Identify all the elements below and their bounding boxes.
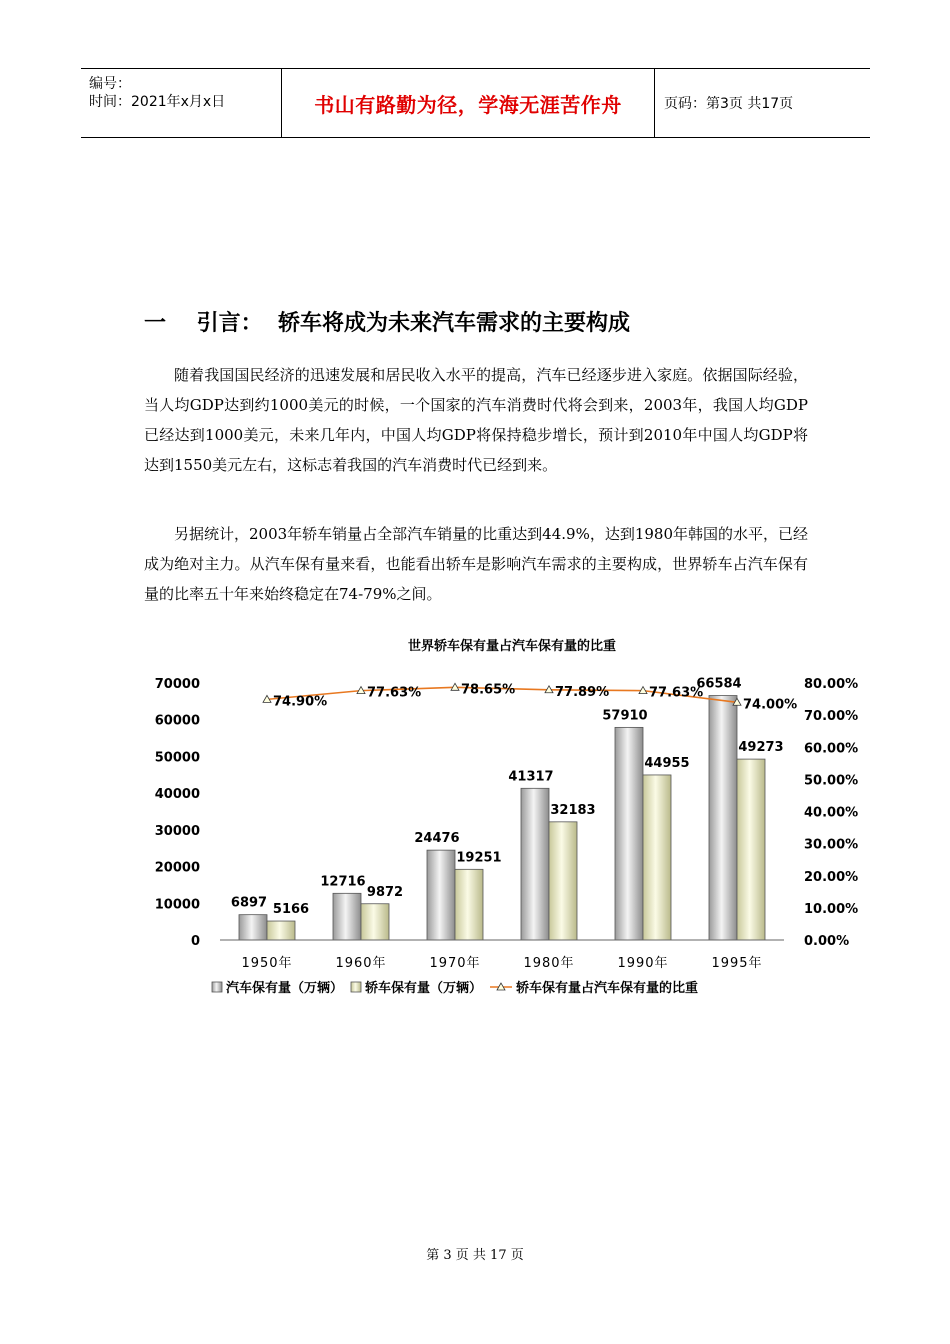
- bar-value-label: 6897: [230, 895, 268, 911]
- y2-tick-label: 60.00%: [804, 741, 859, 757]
- bar: [709, 696, 737, 940]
- bar-value-label: 24476: [414, 831, 460, 847]
- y-tick-label: 60000: [154, 713, 200, 729]
- y-tick-label: 40000: [154, 787, 200, 803]
- ratio-value-label: 77.63%: [649, 685, 704, 701]
- bar-value-label: 19251: [456, 850, 502, 866]
- y2-tick-label: 10.00%: [804, 901, 859, 917]
- y-tick-label: 20000: [154, 860, 200, 876]
- bar-value-label: 57910: [602, 708, 648, 724]
- y2-tick-label: 70.00%: [804, 709, 859, 725]
- bar: [267, 921, 295, 940]
- ratio-value-label: 77.89%: [555, 684, 610, 700]
- bar-value-label: 12716: [320, 874, 366, 890]
- ratio-value-label: 74.00%: [743, 697, 798, 713]
- bar-value-label: 32183: [550, 802, 596, 818]
- page-footer: 第 3 页 共 17 页: [426, 1248, 524, 1263]
- y2-tick-label: 80.00%: [804, 677, 859, 692]
- header-page-info: 页码：第3页 共17页: [664, 96, 794, 112]
- bar: [239, 915, 267, 940]
- x-tick-label: 1990年: [617, 956, 669, 971]
- y-tick-label: 50000: [154, 750, 200, 766]
- bar: [643, 775, 671, 940]
- legend-swatch: [212, 982, 222, 992]
- bar-value-label: 5166: [272, 902, 310, 918]
- x-tick-label: 1950年: [241, 956, 293, 971]
- bar: [737, 759, 765, 940]
- bar: [455, 869, 483, 940]
- number-label: 编号：: [89, 76, 131, 92]
- chart-title: 世界轿车保有量占汽车保有量的比重: [407, 639, 617, 654]
- bar: [615, 727, 643, 940]
- ratio-value-label: 74.90%: [273, 694, 328, 710]
- header-table: [81, 68, 870, 138]
- time-label: 时间：2021年x月x日: [89, 94, 226, 110]
- y2-tick-label: 40.00%: [804, 805, 859, 821]
- header-meta-cell: [81, 69, 281, 137]
- bar: [333, 893, 361, 940]
- y-tick-label: 0: [190, 934, 200, 949]
- bar: [521, 788, 549, 940]
- ratio-value-label: 78.65%: [461, 682, 516, 698]
- y2-tick-label: 20.00%: [804, 869, 859, 885]
- bar: [361, 904, 389, 940]
- bar-value-label: 41317: [508, 769, 554, 785]
- legend-label: 汽车保有量（万辆）: [226, 981, 344, 996]
- y-tick-label: 70000: [154, 677, 200, 692]
- bar-value-label: 9872: [366, 884, 404, 900]
- x-tick-label: 1960年: [335, 956, 387, 971]
- x-tick-label: 1980年: [523, 956, 575, 971]
- y2-tick-label: 0.00%: [804, 934, 850, 949]
- y-tick-label: 10000: [154, 897, 200, 913]
- legend-swatch: [351, 982, 361, 992]
- ratio-value-label: 77.63%: [367, 685, 422, 701]
- y2-tick-label: 50.00%: [804, 773, 859, 789]
- legend-label: 轿车保有量（万辆）: [365, 981, 483, 996]
- bar-value-label: 66584: [696, 676, 742, 692]
- paragraph-1: 随着我国国民经济的迅速发展和居民收入水平的提高，汽车已经逐步进入家庭。依据国际经验，当人均GDP达到约1000美元的时候，一个国家的汽车消费时代将会到来，2003年，我国人均GDP已经达到1000美元，未来几年内，中国人均GDP将保持稳步增长，预计到2010年中国人均GDP将达到1550美元左右，这标志着我国的汽车消费时代已经到来。: [144, 366, 808, 474]
- bar: [549, 822, 577, 940]
- ownership-ratio-chart: [140, 628, 859, 1008]
- y-tick-label: 30000: [154, 823, 200, 839]
- bar-value-label: 44955: [644, 755, 690, 771]
- section-heading: 一 引言： 轿车将成为未来汽车需求的主要构成: [144, 311, 630, 336]
- legend-label: 轿车保有量占汽车保有量的比重: [516, 981, 699, 996]
- x-tick-label: 1995年: [711, 956, 763, 971]
- bar: [427, 850, 455, 940]
- x-tick-label: 1970年: [429, 956, 481, 971]
- y2-tick-label: 30.00%: [804, 837, 859, 853]
- header-motto: 书山有路勤为径，学海无涯苦作舟: [281, 69, 655, 137]
- bar-value-label: 49273: [738, 740, 784, 756]
- paragraph-2: 另据统计，2003年轿车销量占全部汽车销量的比重达到44.9%，达到1980年韩国的水平，已经成为绝对主力。从汽车保有量来看，也能看出轿车是影响汽车需求的主要构成，世界轿车占汽车保有量的比率五十年来始终稳定在74-79%之间。: [144, 525, 809, 603]
